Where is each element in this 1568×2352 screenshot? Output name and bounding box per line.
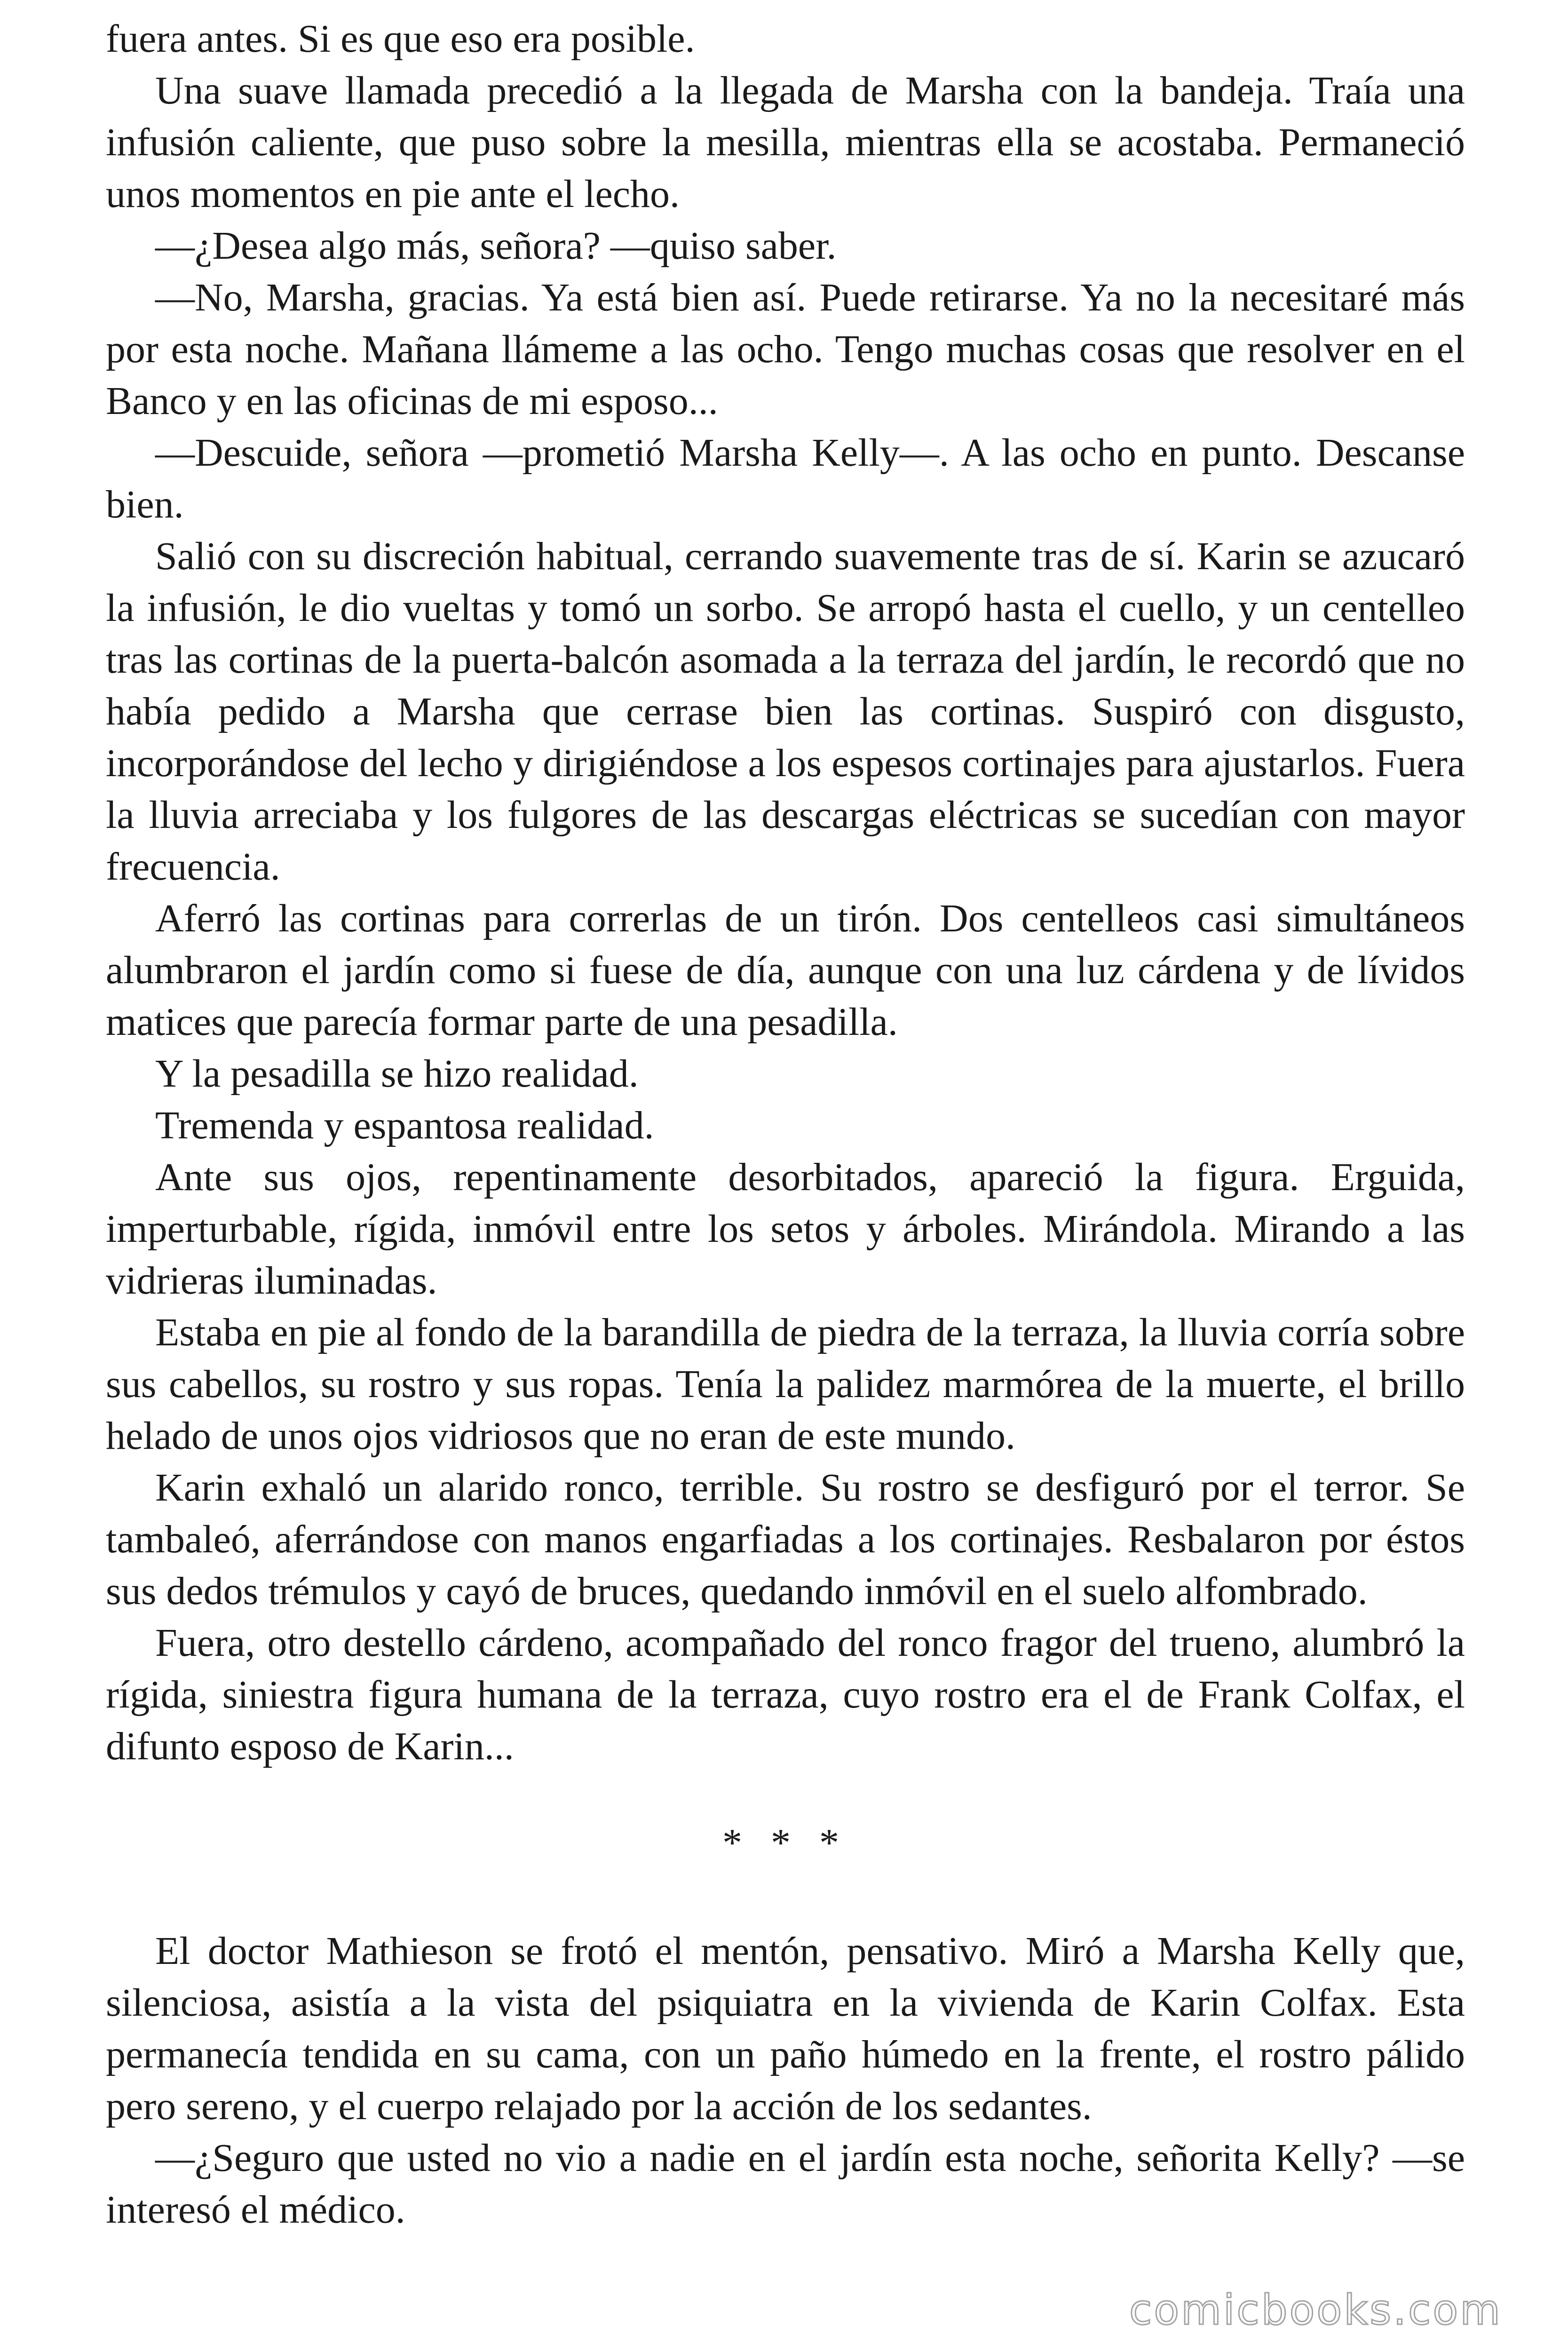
watermark-logo: comicbooks.com [1129,2286,1502,2334]
paragraph: Y la pesadilla se hizo realidad. [155,1052,639,1096]
paragraph: El doctor Mathieson se frotó el mentón, pensativo. Miró a Marsha Kelly que, silenciosa, asistía a la vista del psiquiatra en la vivienda de Karin Colfax. Esta permanecía tendida en su cama, con un paño húmedo en la frente, el rostro pálido pero sereno, y el cuerpo relajado por la acción de los sedantes. [106,1929,1465,2128]
dialogue-paragraph: —¿Seguro que usted no vio a nadie en el jardín esta noche, señorita Kelly? —se interesó el médico. [106,2136,1465,2232]
dialogue-paragraph: —Descuide, señora —prometió Marsha Kelly—. A las ocho en punto. Descanse bien. [106,431,1465,526]
paragraph: Aferró las cortinas para correrlas de un tirón. Dos centelleos casi simultáneos alumbraron el jardín como si fuese de día, aunque con una luz cárdena y de lívidos matices que parecía formar parte de una pesadilla. [106,897,1465,1044]
paragraph: Tremenda y espantosa realidad. [155,1104,654,1147]
paragraph: Ante sus ojos, repentinamente desorbitados, apareció la figura. Erguida, imperturbable, rígida, inmóvil entre los setos y árboles. Mirándola. Mirando a las vidrieras iluminadas. [106,1155,1465,1303]
paragraph: Estaba en pie al fondo de la barandilla de piedra de la terraza, la lluvia corría sobre sus cabellos, su rostro y sus ropas. Tenía la palidez marmórea de la muerte, el brillo helado de unos ojos vidriosos que no eran de este mundo. [106,1311,1465,1458]
paragraph: Salió con su discreción habitual, cerrando suavemente tras de sí. Karin se azucaró la infusión, le dio vueltas y tomó un sorbo. Se arropó hasta el cuello, y un centelleo tras las cortinas de la puerta-balcón asomada a la terraza del jardín, le recordó que no había pedido a Marsha que cerrase bien las cortinas. Suspiró con disgusto, incorporándose del lecho y dirigiéndose a los espesos cortinajes para ajustarlos. Fuera la lluvia arreciaba y los fulgores de las descargas eléctricas se sucedían con mayor frecuencia. [106,534,1465,889]
paragraph: fuera antes. Si es que eso era posible. [106,17,695,61]
paragraph: Karin exhaló un alarido ronco, terrible. Su rostro se desfiguró por el terror. Se tambaleó, aferrándose con manos engarfiadas a los cortinajes. Resbalaron por éstos sus dedos trémulos y cayó de bruces, quedando inmóvil en el suelo alfombrado. [106,1466,1465,1613]
paragraph: Fuera, otro destello cárdeno, acompañado del ronco fragor del trueno, alumbró la rígida, siniestra figura humana de la terraza, cuyo rostro era el de Frank Colfax, el difunto esposo de Karin... [106,1621,1465,1768]
paragraph: Una suave llamada precedió a la llegada de Marsha con la bandeja. Traía una infusión caliente, que puso sobre la mesilla, mientras ella se acostaba. Permaneció unos momentos en pie ante el lecho. [106,69,1465,216]
document-page [106,13,1465,2236]
dialogue-paragraph: —¿Desea algo más, señora? —quiso saber. [155,224,837,268]
scene-separator: * * * [722,1821,848,1865]
dialogue-paragraph: —No, Marsha, gracias. Ya está bien así. Puede retirarse. Ya no la necesitaré más por esta noche. Mañana llámeme a las ocho. Tengo muchas cosas que resolver en el Banco y en las oficinas de mi esposo... [106,276,1465,423]
